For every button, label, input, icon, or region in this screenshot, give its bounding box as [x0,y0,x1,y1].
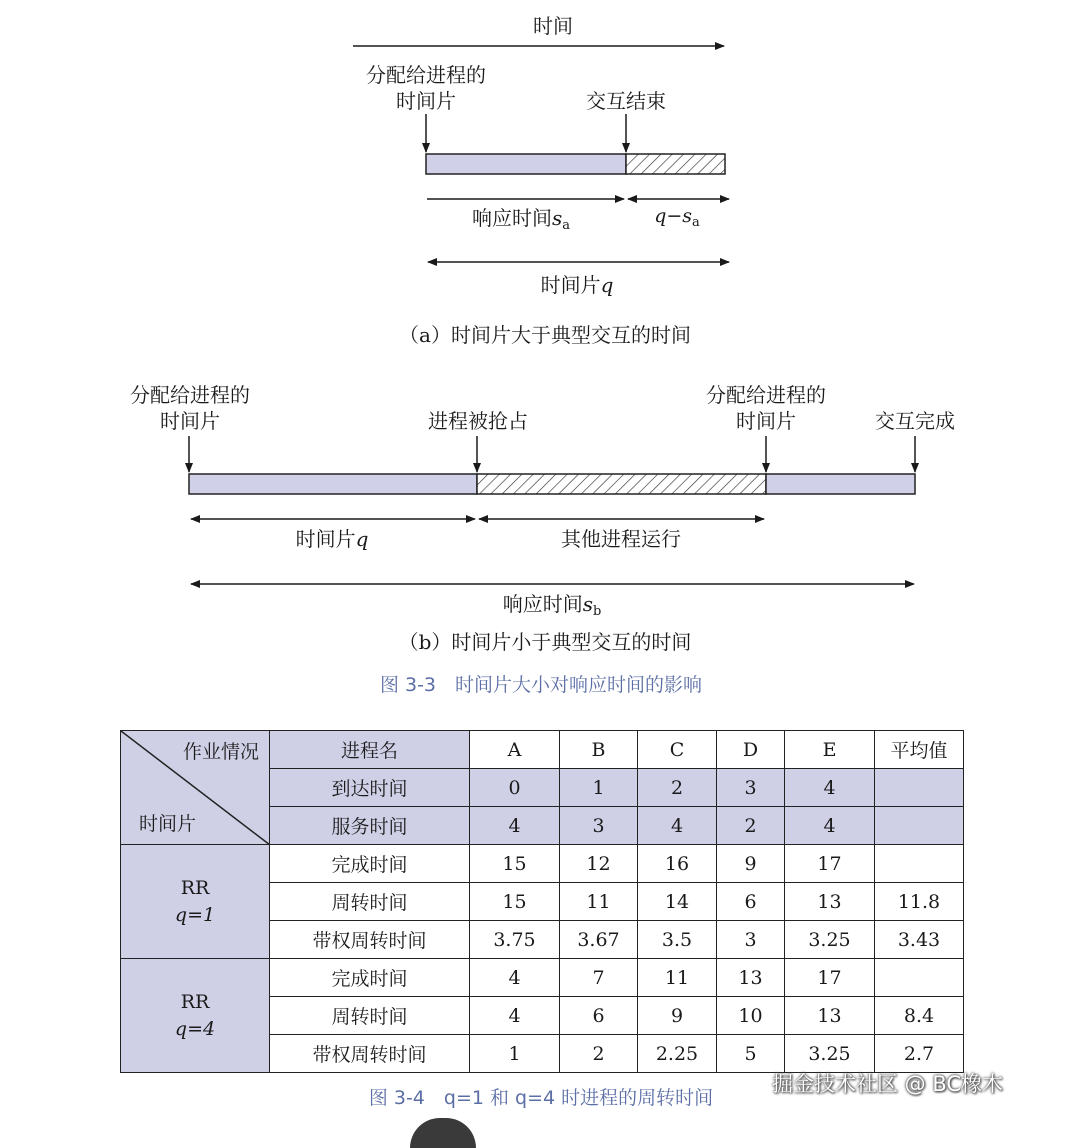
table-cell: 6 [717,883,785,921]
table-cell: 4 [470,959,560,997]
table-cell: 8.4 [875,997,964,1035]
table-cell: 1 [470,1035,560,1073]
table-header-cell: E [785,731,875,769]
watermark: 掘金技术社区 @ BC橡木 [772,1072,1004,1096]
table-header-cell: 进程名 [270,731,470,769]
table-cell: 3.67 [560,921,638,959]
table-cell: 11 [638,959,717,997]
table-cell: 2 [638,769,717,807]
rr-q1-label-cell [121,845,270,959]
unused-slice-bar [626,154,725,174]
table-cell: 3 [717,769,785,807]
table-cell [875,769,964,807]
table-cell: 0 [470,769,560,807]
rr-turnaround-table [120,730,964,1073]
table-cell: 15 [470,883,560,921]
table-cell: 2 [560,1035,638,1073]
table-row [121,959,964,997]
table-cell: 完成时间 [270,959,470,997]
response-time-label: 响应时间$s_b$ [502,592,602,619]
table-row [121,731,964,769]
figure-b [130,383,955,654]
table-cell: 16 [638,845,717,883]
table-cell: 1 [560,769,638,807]
table-cell: 服务时间 [270,807,470,845]
table-cell: 11 [560,883,638,921]
table-cell: 13 [785,883,875,921]
table-cell: 6 [560,997,638,1035]
table-header-cell: C [638,731,717,769]
figure-a [353,14,729,347]
table-cell: 14 [638,883,717,921]
rr-q-value: q=1 [174,903,216,926]
interaction-end-label: 交互结束 [586,89,666,113]
table-cell: 11.8 [875,883,964,921]
alloc-label-line1: 分配给进程的 [366,63,486,87]
table-header-cell: 平均值 [875,731,964,769]
rr-name: RR [180,990,210,1013]
table-cell: 9 [717,845,785,883]
table-corner-cell [121,731,270,845]
corner-top-label: 作业情况 [182,741,259,763]
table-cell: 17 [785,845,875,883]
table-cell: 3.25 [785,1035,875,1073]
table-cell: 13 [785,997,875,1035]
table-cell: 12 [560,845,638,883]
table-row [121,845,964,883]
table-cell: 17 [785,959,875,997]
interaction-done-label: 交互完成 [875,409,955,433]
table-cell: 4 [638,807,717,845]
table-cell: 到达时间 [270,769,470,807]
table-cell: 15 [470,845,560,883]
table-cell: 3.5 [638,921,717,959]
figure-caption-3-3: 图 3-3 时间片大小对响应时间的影响 [379,674,703,696]
time-axis-label: 时间 [533,14,573,38]
table-cell: 3 [560,807,638,845]
table-cell [875,959,964,997]
table-cell: 9 [638,997,717,1035]
rr-q4-label-cell [121,959,270,1073]
table-cell: 4 [785,807,875,845]
subcaption-a: （a）时间片大于典型交互的时间 [399,323,691,347]
subcaption-b: （b）时间片小于典型交互的时间 [398,630,692,654]
table-cell: 2 [717,807,785,845]
overlay-shape [410,1118,476,1148]
table-cell: 2.7 [875,1035,964,1073]
table-cell: 带权周转时间 [270,1035,470,1073]
rr-name: RR [180,876,210,899]
table-cell: 带权周转时间 [270,921,470,959]
slice-q-label: 时间片q [295,527,369,551]
table-cell: 周转时间 [270,883,470,921]
rr-q-value: q=4 [174,1017,216,1040]
figure-caption-3-4: 图 3-4 q=1 和 q=4 时进程的周转时间 [368,1087,714,1109]
table-cell: 10 [717,997,785,1035]
corner-bottom-label: 时间片 [139,813,197,835]
table-cell: 3.43 [875,921,964,959]
table-cell: 4 [470,807,560,845]
alloc2-label-line1: 分配给进程的 [706,383,826,407]
second-slice-bar [766,474,915,494]
alloc-label-line1: 分配给进程的 [130,383,250,407]
table-cell: 3 [717,921,785,959]
used-slice-bar [426,154,626,174]
table-cell [875,845,964,883]
alloc-label-line2: 时间片 [396,89,456,113]
remainder-label: $q-s_a$ [654,205,700,230]
slice-q-label: 时间片q [540,273,614,297]
table-header-cell: A [470,731,560,769]
alloc2-label-line2: 时间片 [736,409,796,433]
table-cell: 5 [717,1035,785,1073]
table-cell: 周转时间 [270,997,470,1035]
table-cell: 13 [717,959,785,997]
table-cell: 4 [785,769,875,807]
response-time-label: 响应时间$s_a$ [471,206,571,233]
others-running-label: 其他进程运行 [561,527,681,551]
alloc-label-line2: 时间片 [160,409,220,433]
table-cell: 2.25 [638,1035,717,1073]
table-header-cell: D [717,731,785,769]
others-running-bar [477,474,766,494]
table-cell: 3.75 [470,921,560,959]
table-cell: 4 [470,997,560,1035]
table-cell: 7 [560,959,638,997]
table-header-cell: B [560,731,638,769]
table-cell: 3.25 [785,921,875,959]
preempted-label: 进程被抢占 [428,409,528,433]
table-cell: 完成时间 [270,845,470,883]
table-cell [875,807,964,845]
first-slice-bar [189,474,477,494]
